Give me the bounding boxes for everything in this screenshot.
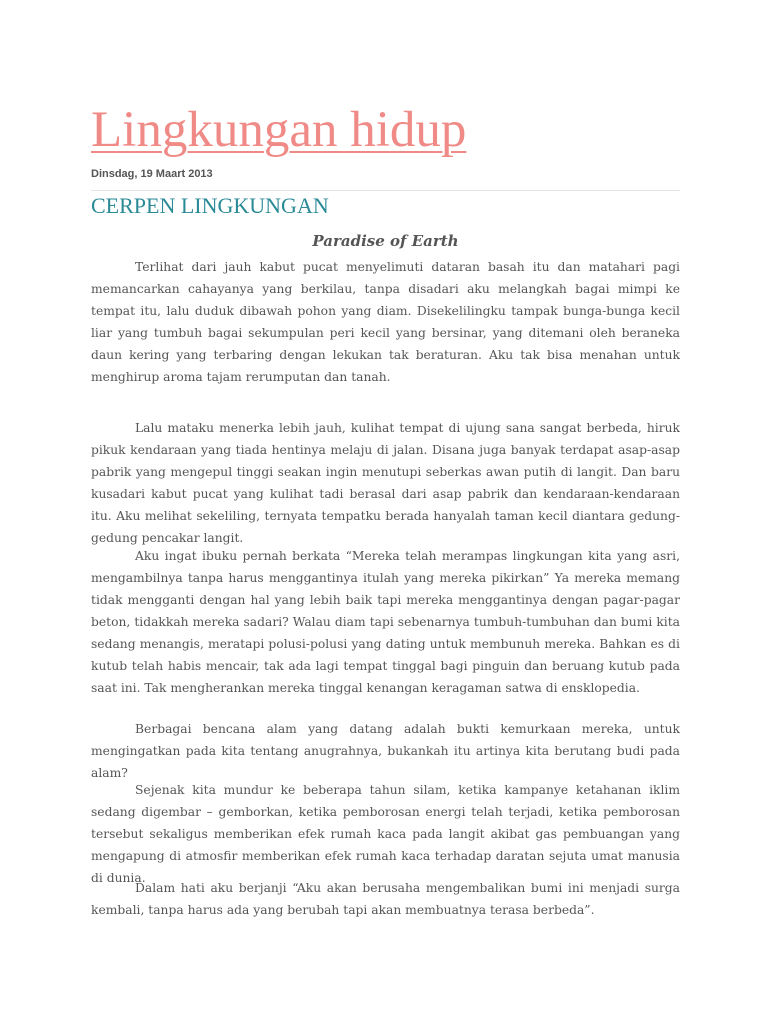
blog-title[interactable]: Lingkungan hidup (91, 102, 467, 158)
story-title: Paradise of Earth (312, 232, 459, 250)
paragraph-4: Berbagai bencana alam yang datang adalah bukti kemurkaan mereka, untuk mengingatkan pada kita tentang anugrahnya, bukankah itu artinya kita berutang budi pada alam? (91, 722, 680, 780)
paragraph-2: Lalu mataku menerka lebih jauh, kulihat tempat di ujung sana sangat berbeda, hiruk pikuk kendaraan yang tiada hentinya melaju di jalan. Disana juga banyak terdapat asap-asap pabrik yang mengepul tinggi seakan ingin menutupi seberkas awan putih di langit. Dan baru kusadari kabut pucat yang kulihat tadi berasal dari asap pabrik dan kendaraan-kendaraan itu. Aku melihat sekeliling, ternyata tempatku berada hanyalah taman kecil diantara gedung-gedung pencakar langit. (91, 421, 680, 545)
paragraph-6: Dalam hati aku berjanji “Aku akan berusaha mengembalikan bumi ini menjadi surga kembali, tanpa harus ada yang berubah tapi akan membuatnya terasa berbeda”. (91, 881, 680, 917)
divider (91, 190, 680, 191)
post-date: Dinsdag, 19 Maart 2013 (91, 168, 213, 180)
paragraph-5: Sejenak kita mundur ke beberapa tahun silam, ketika kampanye ketahanan iklim sedang digembar – gemborkan, ketika pemborosan energi telah terjadi, ketika pemborosan tersebut sekaligus memberikan efek rumah kaca pada langit akibat gas pembuangan yang mengapung di atmosfir memberikan efek rumah kaca terhadap daratan sejuta umat manusia di dunia. (91, 783, 680, 885)
post-title[interactable]: CERPEN LINGKUNGAN (91, 193, 329, 218)
paragraph-1: Terlihat dari jauh kabut pucat menyelimuti dataran basah itu dan matahari pagi memancarkan cahayanya yang berkilau, tanpa disadari aku melangkah bagai mimpi ke tempat itu, lalu duduk dibawah pohon yang diam. Disekelilingku tampak bunga-bunga kecil liar yang tumbuh bagai sekumpulan peri kecil yang bersinar, yang ditemani oleh beraneka daun kering yang terbaring dengan lekukan tak beraturan. Aku tak bisa menahan untuk menghirup aroma tajam rerumputan dan tanah. (91, 260, 680, 384)
paragraph-3: Aku ingat ibuku pernah berkata “Mereka telah merampas lingkungan kita yang asri, mengambilnya tanpa harus menggantinya itulah yang mereka pikirkan” Ya mereka memang tidak mengganti dengan hal yang lebih baik tapi mereka menggantinya dengan pagar-pagar beton, tidakkah mereka sadari? Walau diam tapi sebenarnya tumbuh-tumbuhan dan bumi kita sedang menangis, meratapi polusi-polusi yang dating untuk membunuh mereka. Bahkan es di kutub telah habis mencair, tak ada lagi tempat tinggal bagi pinguin dan beruang kutub pada saat ini. Tak mengherankan mereka tinggal kenangan keragaman satwa di ensklopedia. (91, 549, 680, 695)
